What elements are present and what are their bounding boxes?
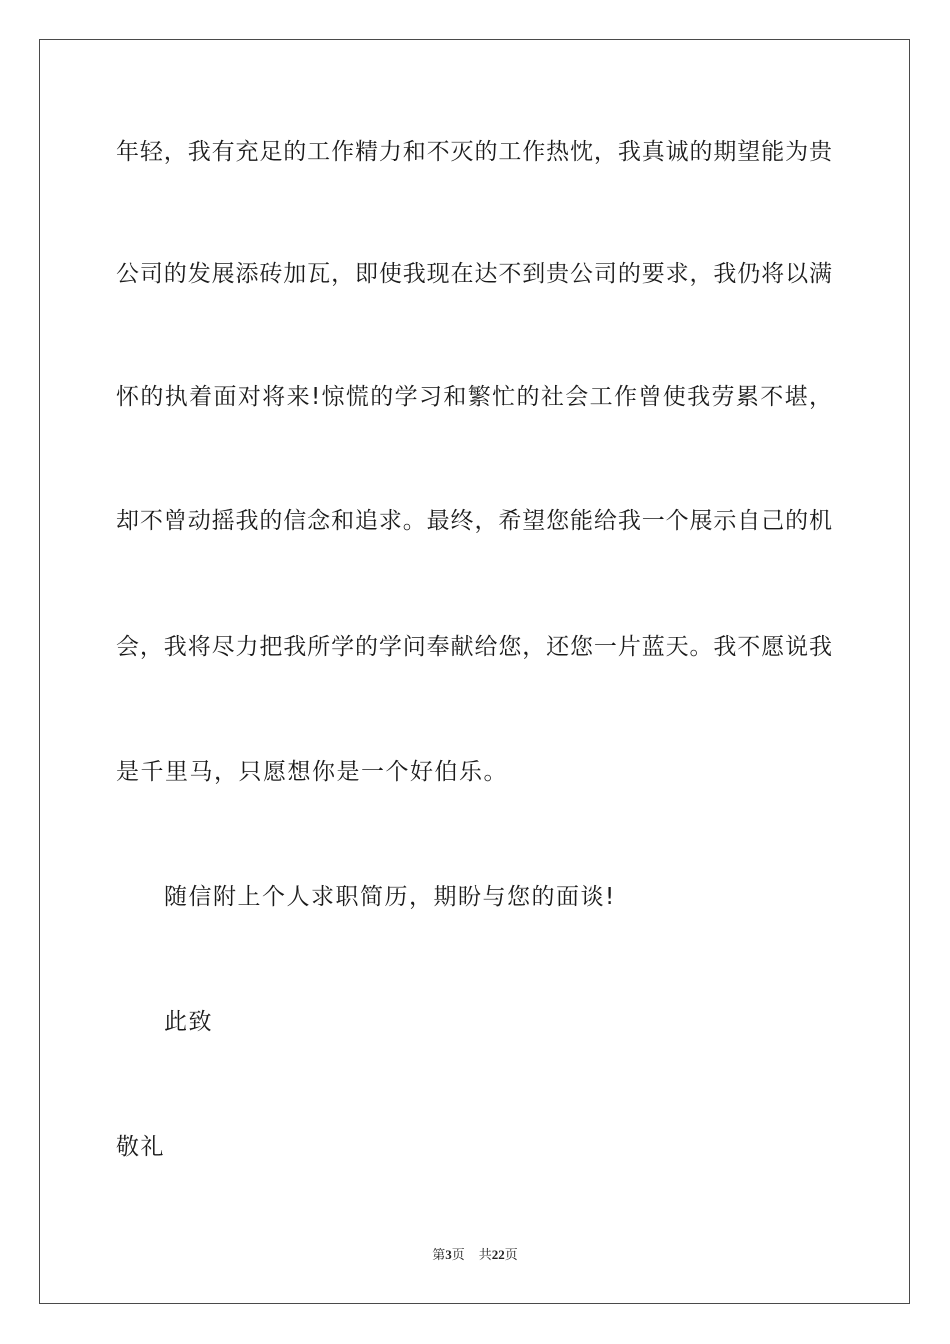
- page-footer: [0, 1247, 950, 1263]
- page-number: 3: [445, 1247, 452, 1262]
- total-prefix: 共: [478, 1247, 492, 1262]
- page-prefix: 第: [432, 1247, 446, 1262]
- total-pages: 22: [491, 1247, 505, 1262]
- page-frame: [39, 39, 910, 1304]
- body-line-4: 却不曾动摇我的信念和追求。最终，希望您能给我一个展示自己的机: [116, 508, 832, 534]
- body-line-6: 是千里马，只愿想你是一个好伯乐。: [116, 759, 508, 785]
- salutation-line: 敬礼: [116, 1134, 165, 1160]
- body-line-1: 年轻，我有充足的工作精力和不灭的工作热忱，我真诚的期望能为贵: [116, 139, 832, 165]
- attachment-line: 随信附上个人求职简历，期盼与您的面谈!: [164, 884, 616, 910]
- body-line-5: 会，我将尽力把我所学的学问奉献给您，还您一片蓝天。我不愿说我: [116, 634, 832, 660]
- closing-line: 此致: [164, 1009, 213, 1035]
- page-suffix: 页: [451, 1247, 465, 1262]
- total-suffix: 页: [504, 1247, 518, 1262]
- body-line-3: 怀的执着面对将来!惊慌的学习和繁忙的社会工作曾使我劳累不堪，: [116, 384, 832, 410]
- body-line-2: 公司的发展添砖加瓦，即使我现在达不到贵公司的要求，我仍将以满: [116, 261, 832, 287]
